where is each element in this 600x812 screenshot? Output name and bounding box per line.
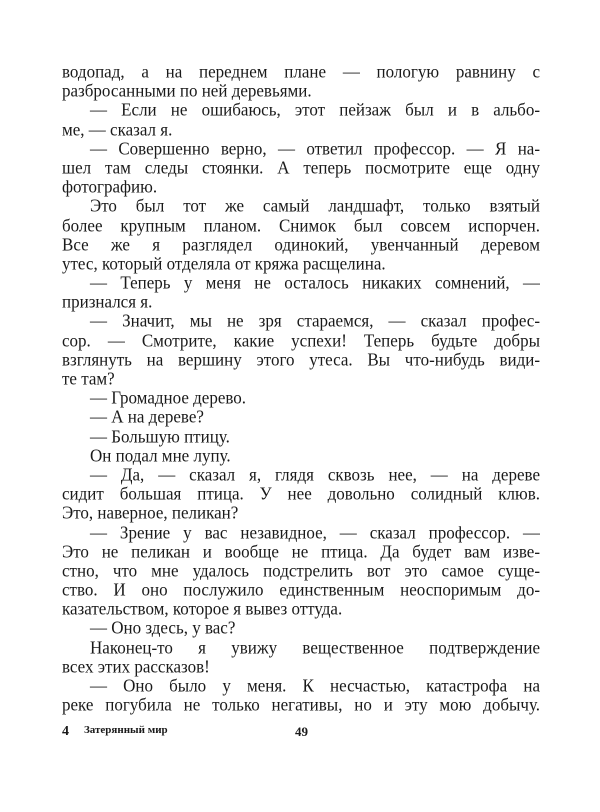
text-line: — Значит, мы не зря стараемся, — сказал профес- bbox=[90, 310, 540, 331]
text-line: более крупным планом. Снимок был совсем испорчен. bbox=[62, 215, 540, 235]
text-line: — Громадное дерево. bbox=[90, 387, 247, 408]
page-footer bbox=[62, 724, 540, 744]
text-line: Это, наверное, пеликан? bbox=[62, 502, 239, 523]
text-line: шел там следы стоянки. А теперь посмотрите еще одну bbox=[62, 157, 540, 178]
text-line: всех этих рассказов! bbox=[62, 656, 210, 677]
text-line: Наконец-то я увижу вещественное подтверждение bbox=[90, 637, 540, 658]
text-line: те там? bbox=[62, 368, 115, 389]
book-title: Затерянный мир bbox=[84, 724, 168, 736]
text-line: взглянуть на вершину этого утеса. Вы что-нибудь види- bbox=[62, 349, 540, 370]
text-line: — Большую птицу. bbox=[90, 426, 230, 447]
text-line: — Оно было у меня. К несчастью, катастрофа на bbox=[90, 675, 540, 696]
text-line: Это был тот же самый ландшафт, только взятый bbox=[90, 195, 540, 216]
text-line: — Совершенно верно, — ответил профессор. — Я на- bbox=[90, 138, 540, 159]
text-line: разбросанными по ней деревьями. bbox=[62, 80, 312, 101]
text-line: признался я. bbox=[62, 291, 153, 312]
text-line: утес, который отделяла от кряжа расщелина. bbox=[62, 253, 386, 274]
text-line: казательством, которое я вывез оттуда. bbox=[62, 598, 343, 619]
text-line: — Оно здесь, у вас? bbox=[90, 617, 236, 638]
text-line: ство. И оно послужило единственным неоспоримым до- bbox=[62, 579, 540, 600]
text-line: ме, — сказал я. bbox=[62, 119, 173, 140]
text-line: сидит большая птица. У нее довольно солидный клюв. bbox=[62, 483, 540, 504]
text-line: — Если не ошибаюсь, этот пейзаж был и в альбо- bbox=[90, 99, 540, 120]
text-line: — Теперь у меня не осталось никаких сомнений, — bbox=[90, 272, 540, 293]
text-line: — А на дереве? bbox=[90, 406, 204, 427]
page-number: 49 bbox=[295, 724, 308, 739]
signature-mark: 4 bbox=[62, 724, 69, 739]
text-line: — Да, — сказал я, глядя сквозь нее, — на дереве bbox=[90, 464, 540, 485]
text-line: реке погубила не только негативы, но и эту мою добычу. bbox=[62, 694, 540, 715]
text-line: фотографию. bbox=[62, 176, 158, 197]
page-body-text bbox=[62, 62, 540, 714]
text-line: Все же я разглядел одинокий, увенчанный деревом bbox=[62, 234, 540, 255]
text-line: — Зрение у вас незавидное, — сказал профессор. — bbox=[90, 522, 540, 542]
text-line: сор. — Смотрите, какие успехи! Теперь будьте добры bbox=[62, 330, 540, 351]
text-line: Это не пеликан и вообще не птица. Да будет вам изве- bbox=[62, 541, 540, 562]
text-line: Он подал мне лупу. bbox=[90, 445, 231, 466]
text-line: водопад, а на переднем плане — пологую равнину с bbox=[62, 61, 540, 82]
text-line: стно, что мне удалось подстрелить вот это самое суще- bbox=[62, 560, 540, 581]
